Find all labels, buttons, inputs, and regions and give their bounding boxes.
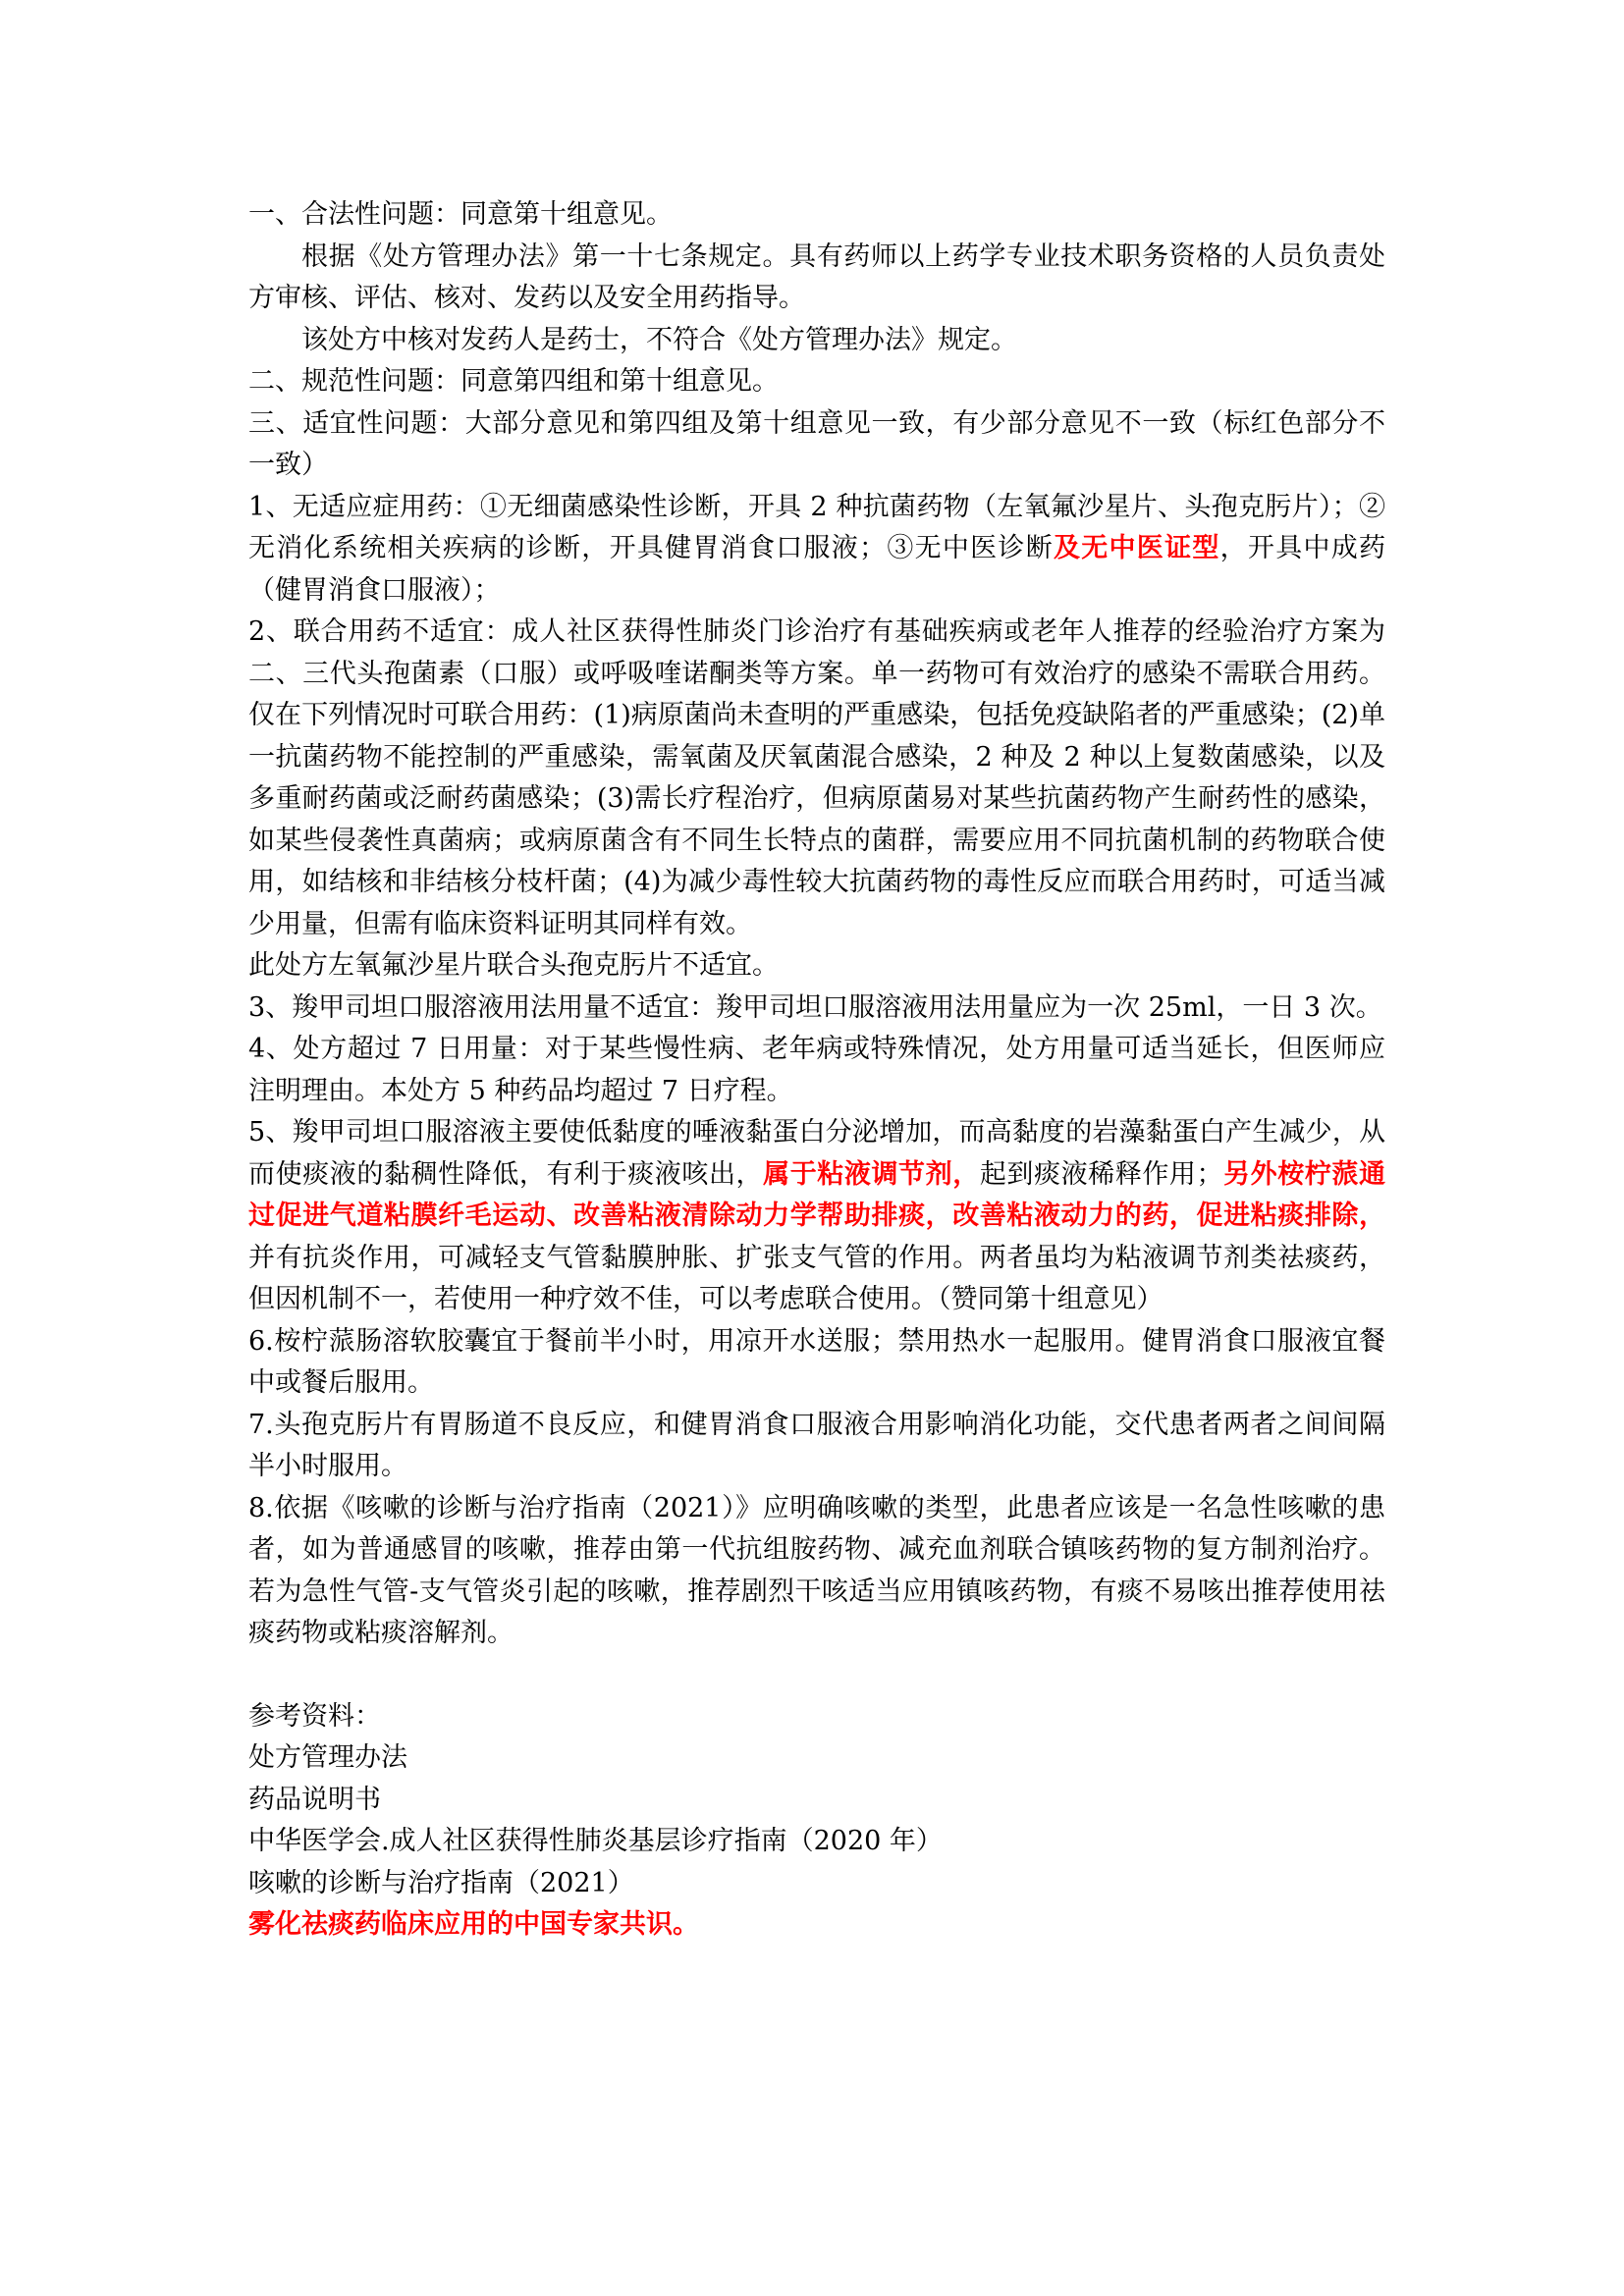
- legality-finding: 该处方中核对发药人是药士，不符合《处方管理办法》规定。: [301, 324, 1017, 355]
- references-heading: 参考资料：: [248, 1700, 381, 1732]
- item-5-text-c: 并有抗炎作用，可减轻支气管黏膜肿胀、扩张支气管的作用。两者虽均为粘液调节剂类祛痰药，但因机制不一，若使用一种疗效不佳，可以考虑联合使用。（赞同第十组意见）: [248, 1242, 1385, 1314]
- item-4: 4、处方超过 7 日用量：对于某些慢性病、老年病或特殊情况，处方用量可适当延长，但医师应注明理由。本处方 5 种药品均超过 7 日疗程。: [248, 1034, 1385, 1106]
- item-2: 2、联合用药不适宜：成人社区获得性肺炎门诊治疗有基础疾病或老年人推荐的经验治疗方案为二、三代头孢菌素（口服）或呼吸喹诺酮类等方案。单一药物可有效治疗的感染不需联合用药。仅在下列情况时可联合用药：(1)病原菌尚未查明的严重感染，包括免疫缺陷者的严重感染；(2)单一抗菌药物不能控制的严重感染，需氧菌及厌氧菌混合感染，2 种及 2 种以上复数菌感染，以及多重耐药菌或泛耐药菌感染；(3)需长疗程治疗，但病原菌易对某些抗菌药物产生耐药性的感染，如某些侵袭性真菌病；或病原菌含有不同生长特点的菌群，需要应用不同抗菌机制的药物联合使用，如结核和非结核分枝杆菌；(4)为减少毒性较大抗菌药物的毒性反应而联合用药时，可适当减少用量，但需有临床资料证明其同样有效。: [248, 616, 1385, 939]
- reference-item: 咳嗽的诊断与治疗指南（2021）: [248, 1867, 634, 1898]
- item-1-text-b: ，开具中成药（健胃消食口服液）；: [248, 533, 1386, 606]
- item-5: [248, 1112, 1385, 1321]
- reference-item: 处方管理办法: [248, 1742, 407, 1773]
- document-body: [248, 194, 1385, 1947]
- item-5-text-a: 5、羧甲司坦口服溶液主要使低黏度的唾液黏蛋白分泌增加，而高黏度的岩藻黏蛋白产生减少，从而使痰液的黏稠性降低，有利于痰液咳出，: [248, 1117, 1385, 1190]
- item-2-conclusion: 此处方左氧氟沙星片联合头孢克肟片不适宜。: [248, 950, 779, 981]
- item-5-highlight-a: 属于粘液调节剂，: [763, 1158, 980, 1190]
- item-1-highlight: 及无中医证型: [1053, 533, 1220, 563]
- item-1-text-a: 1、无适应症用药：①无细菌感染性诊断，开具 2 种抗菌药物（左氧氟沙星片、头孢克肟片）；②无消化系统相关疾病的诊断，开具健胃消食口服液；③无中医诊断: [248, 491, 1385, 563]
- reference-item: 药品说明书: [248, 1784, 381, 1815]
- item-8: 8.依据《咳嗽的诊断与治疗指南（2021）》应明确咳嗽的类型，此患者应该是一名急性咳嗽的患者，如为普通感冒的咳嗽，推荐由第一代抗组胺药物、减充血剂联合镇咳药物的复方制剂治疗。若为急性气管-支气管炎引起的咳嗽，推荐剧烈干咳适当应用镇咳药物，有痰不易咳出推荐使用祛痰药物或粘痰溶解剂。: [248, 1492, 1385, 1648]
- legality-heading: 一、合法性问题：同意第十组意见。: [248, 199, 673, 230]
- suitability-heading: 三、适宜性问题：大部分意见和第四组及第十组意见一致，有少部分意见不一致（标红色部分不一致）: [248, 407, 1385, 480]
- item-5-text-b: 起到痰液稀释作用；: [979, 1158, 1223, 1190]
- item-3: 3、羧甲司坦口服溶液用法用量不适宜：羧甲司坦口服溶液用法用量应为一次 25ml，一日 3 次。: [248, 991, 1382, 1023]
- reference-item-highlighted: 雾化祛痰药临床应用的中国专家共识。: [248, 1909, 699, 1940]
- item-1: [248, 487, 1385, 613]
- references: [248, 1696, 1385, 1947]
- legality-rule: 根据《处方管理办法》第一十七条规定。具有药师以上药学专业技术职务资格的人员负责处方审核、评估、核对、发药以及安全用药指导。: [248, 240, 1385, 313]
- item-5-highlight-b: 另外桉柠蒎通过促进气道粘膜纤毛运动、改善粘液清除动力学帮助排痰，改善粘液动力的药，促进粘痰排除，: [248, 1158, 1386, 1231]
- item-6: 6.桉柠蒎肠溶软胶囊宜于餐前半小时，用凉开水送服；禁用热水一起服用。健胃消食口服液宜餐中或餐后服用。: [248, 1325, 1385, 1398]
- spacer: [248, 1655, 1385, 1696]
- item-7: 7.头孢克肟片有胃肠道不良反应，和健胃消食口服液合用影响消化功能，交代患者两者之间间隔半小时服用。: [248, 1409, 1385, 1481]
- standard-heading: 二、规范性问题：同意第四组和第十组意见。: [248, 366, 779, 397]
- reference-item: 中华医学会.成人社区获得性肺炎基层诊疗指南（2020 年）: [248, 1826, 943, 1856]
